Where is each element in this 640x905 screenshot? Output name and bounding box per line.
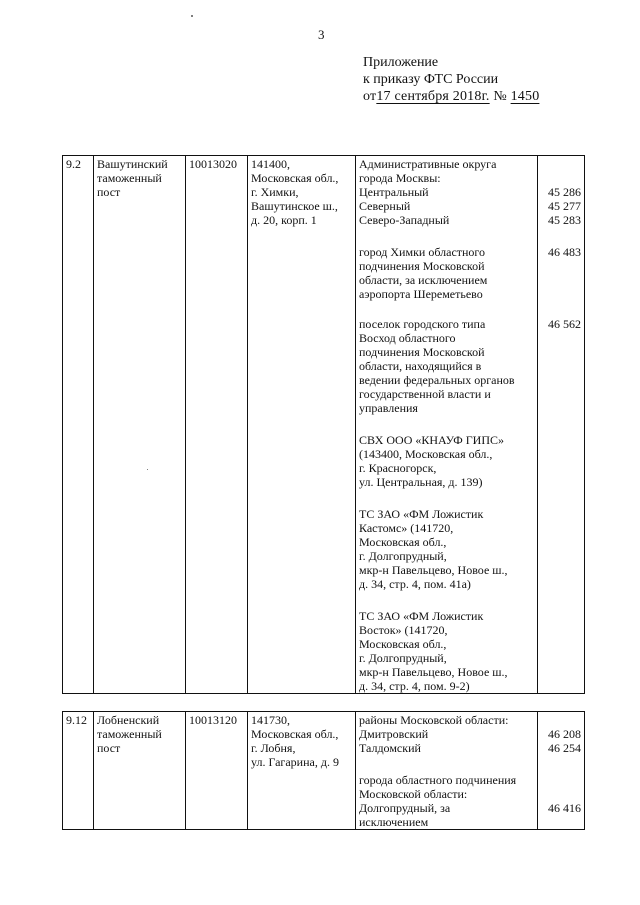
territory-block — [359, 245, 534, 301]
order-number-sign: № — [493, 89, 507, 104]
row-number-cell — [63, 156, 94, 694]
territory-line: СВХ ООО «КНАУФ ГИПС» — [359, 433, 505, 447]
territory-line: г. Красногорск, — [359, 461, 437, 475]
territory-line: области, за исключением — [359, 273, 488, 287]
address-line: г. Химки, — [251, 185, 299, 199]
territory-line: Северный — [359, 199, 411, 213]
oktmo-code-cell — [538, 156, 585, 694]
order-date-line — [363, 88, 539, 105]
territory-cell — [356, 156, 538, 694]
territory-line: город Химки областного — [359, 245, 486, 259]
territory-line: Долгопрудный, за — [359, 801, 451, 815]
oktmo-code: 46 416 — [548, 801, 581, 815]
address-line: Московская обл., — [251, 171, 339, 185]
territory-block — [359, 773, 534, 829]
post-name-line: таможенный — [97, 727, 162, 741]
post-code-cell — [186, 712, 248, 830]
territory-line: подчинения Московской — [359, 345, 485, 359]
document-header — [363, 54, 539, 105]
post-name-cell — [94, 156, 186, 694]
territory-line: исключением — [359, 815, 429, 829]
territory-block — [359, 317, 534, 415]
territory-line: области, находящийся в — [359, 359, 482, 373]
order-number: 1450 — [510, 89, 540, 104]
oktmo-code: 46 208 — [548, 727, 581, 741]
territory-line: ТС ЗАО «ФМ Ложистик — [359, 609, 484, 623]
row-number: 9.12 — [66, 713, 87, 727]
post-code: 10013120 — [189, 713, 237, 727]
territory-line: Московской области: — [359, 787, 468, 801]
post-code-cell — [186, 156, 248, 694]
order-reference: к приказу ФТС России — [363, 72, 499, 87]
address-line: д. 20, корп. 1 — [251, 213, 317, 227]
territory-line: г. Долгопрудный, — [359, 549, 447, 563]
territory-line: Талдомский — [359, 741, 421, 755]
territory-line: районы Московской области: — [359, 713, 509, 727]
address-line: г. Лобня, — [251, 741, 296, 755]
territory-line: Кастомс» (141720, — [359, 521, 454, 535]
territory-block — [359, 507, 534, 591]
page-number: 3 — [318, 27, 325, 42]
oktmo-code: 46 254 — [548, 741, 581, 755]
territory-line: города Москвы: — [359, 171, 441, 185]
territory-line: мкр-н Павельцево, Новое ш., — [359, 563, 508, 577]
territory-line: г. Долгопрудный, — [359, 651, 447, 665]
oktmo-code: 45 283 — [548, 213, 581, 227]
territory-line: аэропорта Шереметьево — [359, 287, 483, 301]
oktmo-code: 45 286 — [548, 185, 581, 199]
oktmo-code: 45 277 — [548, 199, 581, 213]
row-number: 9.2 — [66, 157, 81, 171]
appendix-title: Приложение — [363, 55, 439, 70]
order-date: 17 сентября 2018г. — [376, 89, 490, 104]
customs-post-table-2 — [62, 711, 585, 830]
table-row — [63, 156, 585, 694]
table-row — [63, 712, 585, 830]
territory-line: Северо-Западный — [359, 213, 450, 227]
post-code: 10013020 — [189, 157, 237, 171]
oktmo-code-cell — [538, 712, 585, 830]
address-line: Московская обл., — [251, 727, 339, 741]
customs-post-table-1 — [62, 155, 585, 694]
territory-line: ведении федеральных органов — [359, 373, 515, 387]
territory-line: Административные округа — [359, 157, 497, 171]
territory-line: ТС ЗАО «ФМ Ложистик — [359, 507, 484, 521]
stray-mark — [191, 15, 193, 17]
territory-line: Восход областного — [359, 331, 456, 345]
territory-line: Московская обл., — [359, 637, 447, 651]
order-prefix: от — [363, 89, 377, 104]
territory-line: Московская обл., — [359, 535, 447, 549]
address-line: 141730, — [251, 713, 290, 727]
post-name-line: Вашутинский — [97, 157, 168, 171]
territory-line: Восток» (141720, — [359, 623, 448, 637]
territory-line: ул. Центральная, д. 139) — [359, 475, 483, 489]
address-line: 141400, — [251, 157, 290, 171]
territory-line: д. 34, стр. 4, пом. 41а) — [359, 577, 471, 591]
territory-line: мкр-н Павельцево, Новое ш., — [359, 665, 508, 679]
territory-line: Центральный — [359, 185, 429, 199]
territory-line: Дмитровский — [359, 727, 429, 741]
oktmo-code — [541, 713, 581, 727]
territory-block — [359, 157, 534, 227]
oktmo-code — [541, 157, 581, 171]
territory-block — [359, 713, 534, 755]
address-cell — [248, 156, 356, 694]
territory-cell — [356, 712, 538, 830]
address-line: Вашутинское ш., — [251, 199, 338, 213]
post-name-line: пост — [97, 185, 121, 199]
territory-line: (143400, Московская обл., — [359, 447, 493, 461]
territory-line: поселок городского типа — [359, 317, 486, 331]
territory-line: подчинения Московской — [359, 259, 485, 273]
post-name-line: таможенный — [97, 171, 162, 185]
address-line: ул. Гагарина, д. 9 — [251, 755, 339, 769]
post-name-line: Лобненский — [97, 713, 160, 727]
territory-line: города областного подчинения — [359, 773, 517, 787]
oktmo-code: 46 483 — [548, 245, 581, 259]
oktmo-code — [541, 171, 581, 185]
oktmo-code: 46 562 — [548, 317, 581, 331]
territory-line: государственной власти и — [359, 387, 491, 401]
territory-block — [359, 433, 534, 489]
territory-line: управления — [359, 401, 418, 415]
territory-block — [359, 609, 534, 693]
territory-line: д. 34, стр. 4, пом. 9-2) — [359, 679, 470, 693]
post-name-line: пост — [97, 741, 121, 755]
address-cell — [248, 712, 356, 830]
post-name-cell — [94, 712, 186, 830]
row-number-cell — [63, 712, 94, 830]
